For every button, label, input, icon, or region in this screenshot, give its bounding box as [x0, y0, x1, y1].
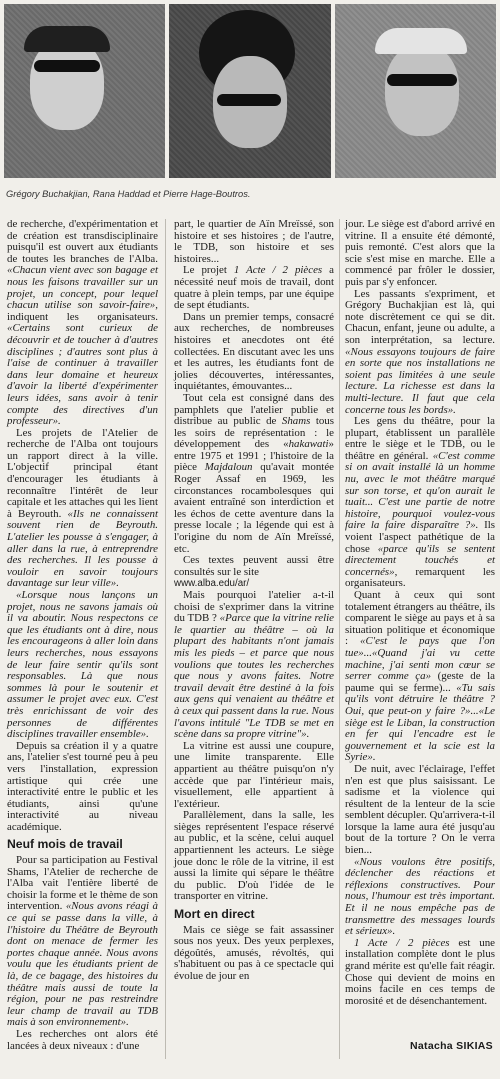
paragraph: Le projet 1 Acte / 2 pièces a nécessité neuf mois de travail, dont quatre à plein temps, par une équipe de sept étudiants. — [174, 264, 334, 312]
paragraph: Les passants s'expriment, et Grégory Buchakjian est là, qui note discrètement ce qui se dit. Chacun, enfant, jeune ou adulte, a son interprétation, sa lecture. «Nous essayons toujours de faire en sorte que nos installations ne soient pas limitées à une seule lecture. La richesse est dans la multi-lecture. Il faut que cela concerne tous les bords». — [345, 287, 495, 416]
column-divider — [165, 219, 166, 1059]
subheading: Neuf mois de travail — [7, 837, 123, 852]
paragraph: Les gens du théâtre, pour la plupart, établissent un parallèle entre le siège et le TDB, ou le théâtre en général. «C'est comme si on avait installé là un homme nu, avec le mot théâtre marqué sur son torse, et qu'on aurait le tuait... C'est une partie de notre histoire, pourquoi voulez-vous faire la faire disparaître ?». Ils voient l'aspect pathétique de la chose «parce qu'ils se sentent directement touchés et concernés», remarquent les organisateurs. — [345, 415, 496, 590]
quote-paragraph: «Lorsque nous lançons un projet, nous ne savons jamais où il va aboutir. Nous respectons ce que les étudiants ont à dire, nous les encourageons à aller loin dans leurs recherches, nous essayons de leur faire sentir qu'ils sont responsables. Là que nous sommes là pour le soutenir et assumer le projet avec eux. C'est très enrichissant de voir des personnes de différentes disciplines travailler ensemble». — [7, 589, 158, 741]
column-divider — [339, 219, 340, 1059]
photo-strip — [4, 4, 496, 178]
paragraph: Dans un premier temps, consacré aux recherches, de nombreuses histoires et anecdotes ont été collectées. En discutant avec les uns et les autres, les étudiants font de jolies découvertes, intéressantes, inquiétantes, émouvantes... — [174, 310, 334, 393]
subheading: Mort en direct — [174, 907, 255, 922]
paragraph: 1 Acte / 2 pièces est une installation complète dont le plus grand mérite est qu'elle fait réagir. Chose qui devient de moins en moins facile en ces temps de morosité et de désenchantement. — [345, 936, 495, 1007]
paragraph: Parallèlement, dans la salle, les sièges représentent l'espace réservé au public, et la scène, celui auquel appartiennent les acteurs. Le siège joue donc le rôle de la vitrine, il est aussi la limite qui sépare le théâtre du public. D'où l'idée de le transporter en vitrine. — [174, 809, 334, 903]
website-link[interactable]: www.alba.edu/ar/ — [174, 578, 250, 590]
photo-pierre-hage-boutros — [335, 4, 496, 178]
paragraph: de recherche, d'expérimentation et de création est transdisciplinaire puisqu'il est ouvert aux étudiants de toutes les branches de l'Alba. «Chacun vient avec son bagage et nous les faisons travailler sur un projet, un concept, pour lequel chacun utilise son savoir-faire», indiquent les organisateurs. «Certains sont curieux de découvrir et de toucher à d'autres disciplines ; d'autres sont plus à l'aise de continuer à travailler dans leur domaine et heureux d'avoir la liberté d'expérimenter leurs idées, sans avoir à tenir compte des directives d'un professeur». — [7, 218, 158, 428]
photo-gregory-buchakjian — [4, 4, 165, 178]
paragraph: Les recherches ont alors été lancées à deux niveaux : d'une — [7, 1027, 158, 1052]
quote-paragraph: «Nous voulons être positifs, déclencher des réactions et réflexions constructives. Pour nous, l'humour est très important. Et il ne nous empêche pas de transmettre des messages lourds et sérieux». — [345, 855, 495, 938]
paragraph: La vitrine est aussi une coupure, une limite transparente. Elle appartient au théâtre puisqu'on n'y accède que par l'intérieur mais, visuellement, elle appartient à l'extérieur. — [174, 739, 334, 810]
paragraph: Pour sa participation au Festival Shams, l'Atelier de recherche de l'Alba vait l'entière liberté de choisir la forme et le thème de son intervention. «Nous avons réagi à ce qui se passe dans la ville, à l'histoire du Théâtre de Beyrouth dont on menace de fermer les portes chaque année. Nous avons voulu que les étudiants prient de là, de ce bagage, des histoires du théâtre mais aussi de toute la région, pour ne pas restreindre leur champ de travail au TDB mais à son environnement». — [7, 854, 158, 1029]
paragraph: Quant à ceux qui sont totalement étrangers au théâtre, ils comparent le siège au pays et à sa situation politique et économique : «C'est le pays que l'on tue»...«Quand j'ai vu cette machine, j'ai senti mon cœur se serrer comme ça» (geste de la paume qui se ferme)... «Tu sais qu'ils vont détruire le théâtre ? Oui, que peut-on y faire ?»...«Le siège est le Liban, la construction en fer qui l'encadre est le gouvernement et la scie est la Syrie». — [345, 589, 496, 764]
paragraph: Tout cela est consigné dans des pamphlets que l'atelier publie et distribue au public de Shams tous les soirs de représentation : le développement des «hakawati» entre 1975 et 1991 ; l'histoire de la pièce Majdaloun qu'avait montée Roger Assaf en 1969, les circonstances rocambolesques qui avaient entraîné son interdiction et les échos de cette aventure dans la presse locale ; la légende qui est à l'origine du nom de Aïn Mreïssé, etc. — [174, 391, 334, 555]
paragraph: part, le quartier de Aïn Mreïssé, son histoire et ses histoires ; de l'autre, le TDB, son histoire et ses histoires... — [174, 218, 334, 265]
sunglasses-shape — [217, 94, 281, 106]
article-column-1 — [7, 219, 158, 1052]
photo-caption: Grégory Buchakjian, Rana Haddad et Pierre Hage-Boutros. — [6, 189, 251, 199]
paragraph: De nuit, avec l'éclairage, l'effet n'en est que plus saisissant. Le sadisme et la violence qui résultent de la lenteur de la scie semblent décupler. Qu'arrivera-t-il lorsque la lame aura été jusqu'au bout de la torture ? On le verra bien... — [345, 762, 495, 857]
photo-rana-haddad — [169, 4, 330, 178]
paragraph: Les projets de l'Atelier de recherche de l'Alba ont toujours un rapport direct à la ville. L'objectif principal étant d'encourager les étudiants à reconnaître l'intérêt de leur capitale et les attaches qui les lient à Beyrouth. «Ils ne connaissent souvent rien de Beyrouth. L'atelier les pousse à s'engager, à aller dans la rue, à entreprendre des recherches. Il les pousse à vouloir en savoir toujours davantage sur leur ville». — [7, 426, 158, 590]
cap-shape — [24, 26, 110, 52]
portrait-head — [385, 44, 459, 136]
paragraph: Mais pourquoi l'atelier a-t-il choisi de s'exprimer dans la vitrine du TDB ? «Parce que la vitrine relie le quartier au théâtre – où la plupart des habitants n'ont jamais mis les pieds – et parce que nous voulions que toutes les recherches que nous y avons faites. Notre travail devait être destiné à la fois aux gens qui venaient au théâtre et à ceux qui passent dans la rue. Nous l'avons intitulé "Le TDB se met en scène dans sa propre vitrine"». — [174, 589, 334, 741]
paragraph: Depuis sa création il y a quatre ans, l'atelier s'est tourné peu à peu vers l'installation, expression artistique qui crée une interactivité entre le public et les étudiants, ainsi qu'une interactivité au niveau académique. — [7, 739, 158, 833]
article-column-3 — [345, 219, 495, 1007]
article-column-2 — [174, 219, 334, 983]
paragraph: jour. Le siège est d'abord arrivé en vitrine. Il a ensuite été démonté, puis remonté. C'est alors que la scie s'est mise en marche. Elle a commencé par frôler le dossier, puis par s'y enfoncer. — [345, 218, 495, 288]
sunglasses-shape — [387, 74, 457, 86]
paragraph: Ces textes peuvent aussi être consultés sur le site — [174, 554, 334, 578]
white-cap-shape — [375, 28, 467, 54]
author-signature: Natacha SIKIAS — [410, 1040, 493, 1052]
sunglasses-shape — [34, 60, 100, 72]
paragraph: Mais ce siège se fait assassiner sous nos yeux. Des yeux perplexes, dégoûtés, amusés, révoltés, qui s'habituent ou pas à ce spectacle qui évolue de jour en — [174, 923, 334, 982]
